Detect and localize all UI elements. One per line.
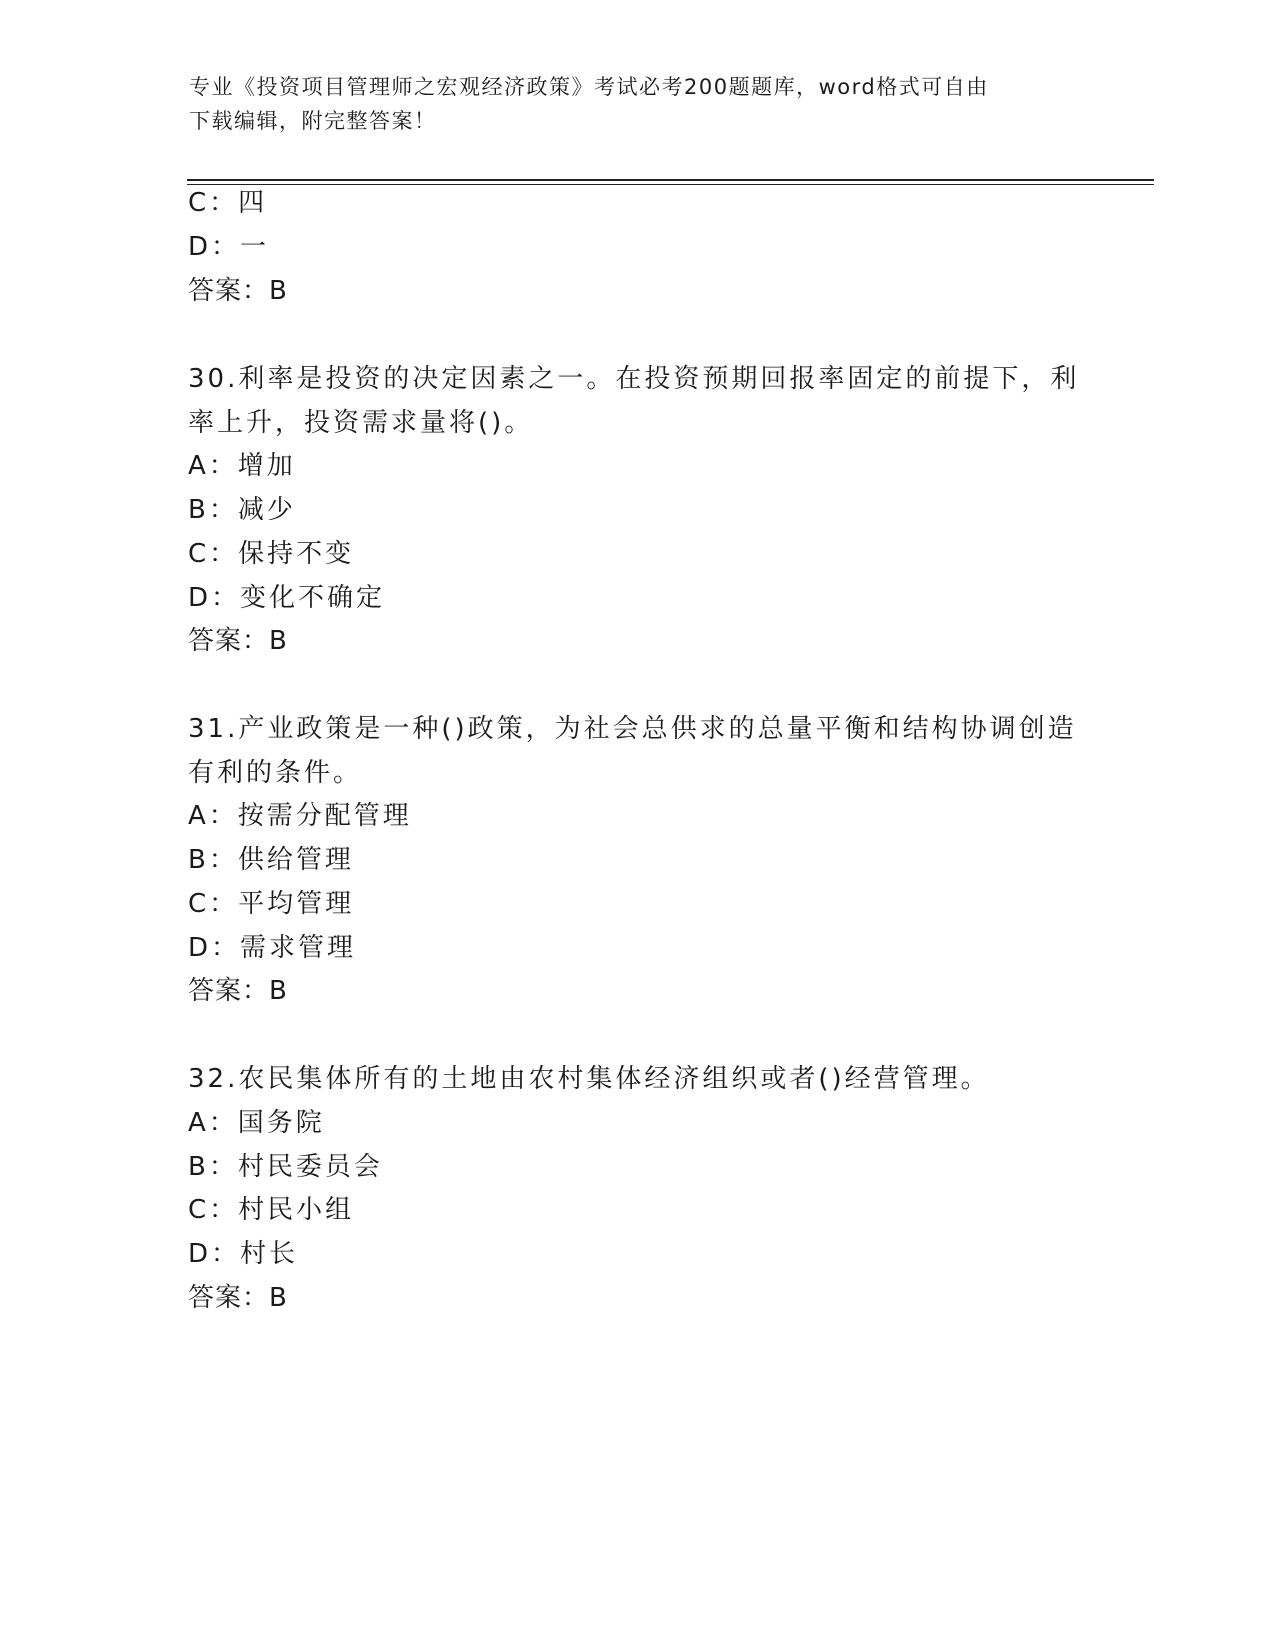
q32-stem-line-1: 32.农民集体所有的土地由农村集体经济组织或者()经营管理。 (188, 1064, 990, 1094)
q30-option-a: A：增加 (188, 451, 296, 481)
q32-answer: 答案：B (188, 1283, 288, 1313)
q31-option-d: D：需求管理 (188, 933, 357, 963)
q32-option-a: A：国务院 (188, 1108, 325, 1138)
q30-option-b: B：减少 (188, 495, 296, 525)
q31-stem-line-2: 有利的条件。 (188, 758, 363, 788)
q31-option-a: A：按需分配管理 (188, 801, 412, 831)
q31-answer: 答案：B (188, 976, 288, 1006)
q32-option-d: D：村长 (188, 1239, 299, 1269)
q31-stem-line-1: 31.产业政策是一种()政策，为社会总供求的总量平衡和结构协调创造 (188, 714, 1077, 744)
header-line-1: 专业《投资项目管理师之宏观经济政策》考试必考200题题库，word格式可自由 (189, 75, 989, 99)
prev-answer: 答案：B (188, 276, 288, 306)
q30-option-d: D：变化不确定 (188, 583, 386, 613)
header-line-2: 下载编辑，附完整答案！ (189, 109, 437, 133)
prev-option-c: C：四 (188, 188, 268, 218)
prev-option-d: D：一 (188, 232, 270, 262)
q31-option-b: B：供给管理 (188, 845, 354, 875)
header-divider-thin (187, 184, 1154, 185)
q32-option-c: C：村民小组 (188, 1195, 355, 1225)
q30-stem-line-1: 30.利率是投资的决定因素之一。在投资预期回报率固定的前提下，利 (188, 364, 1080, 394)
q32-option-b: B：村民委员会 (188, 1152, 383, 1182)
header-divider-thick (187, 179, 1154, 181)
q30-answer: 答案：B (188, 626, 288, 656)
document-header (189, 70, 1089, 138)
q30-stem-line-2: 率上升，投资需求量将()。 (188, 408, 534, 438)
q31-option-c: C：平均管理 (188, 889, 355, 919)
q30-option-c: C：保持不变 (188, 539, 355, 569)
